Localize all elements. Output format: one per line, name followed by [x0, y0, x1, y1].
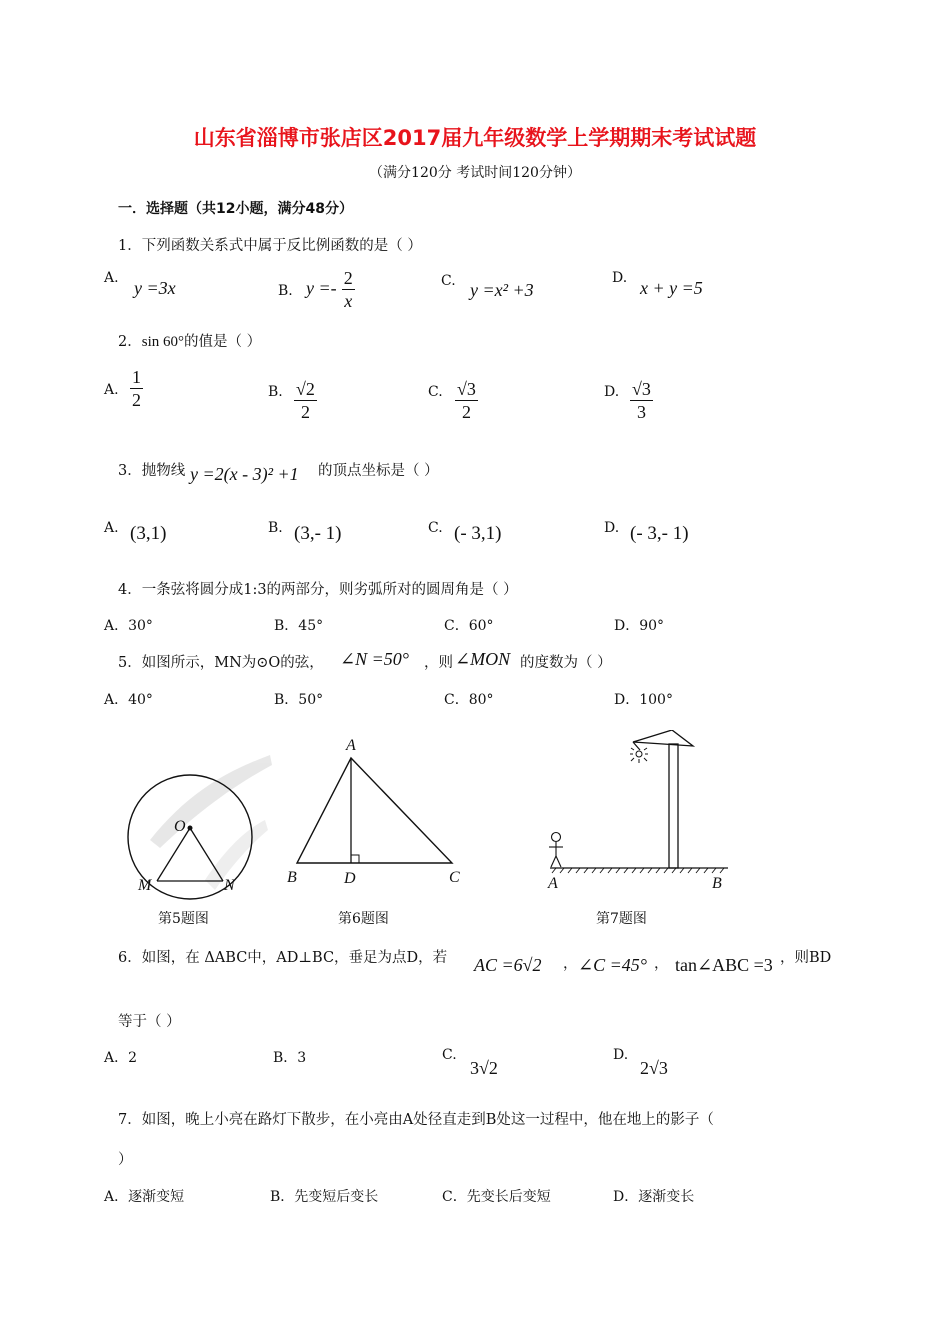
- q1-a-label: A.: [104, 270, 119, 286]
- q6-stem-end: ，则BD: [780, 950, 832, 966]
- q2-c-den: 2: [461, 402, 471, 422]
- section-heading: 一．选择题（共12小题，满分48分）: [118, 201, 353, 217]
- q2-expr: sin 60°: [141, 334, 184, 350]
- figure5-caption: 第5题图: [158, 911, 209, 927]
- q1-d-label: D.: [612, 270, 628, 286]
- q2-c-label: C.: [428, 384, 443, 400]
- q5-stem-end: 的度数为（ ）: [520, 655, 612, 671]
- q7-option-b: B．先变短后变长: [270, 1189, 379, 1205]
- q5-stem-mid: ，则: [424, 655, 453, 671]
- q1-b-fraction: [342, 267, 355, 312]
- center-point: [188, 826, 193, 831]
- person-figure-icon: [549, 833, 563, 868]
- q2-b-den: 2: [300, 402, 310, 422]
- exam-info: （满分120分 考试时间120分钟）: [369, 165, 581, 181]
- figure6-triangle-diagram: [287, 737, 460, 887]
- label-n: N: [224, 877, 235, 894]
- q3-expr: y =2(x - 3)² +1: [190, 464, 299, 484]
- label-a: A: [346, 737, 356, 754]
- q2-a-label: A.: [104, 382, 119, 398]
- label-o: O: [174, 818, 186, 835]
- q2-d-fraction: [630, 378, 653, 423]
- q2-a-fraction: [130, 366, 143, 411]
- q6-cond-c: ∠C =45°: [578, 955, 647, 975]
- q2-b-label: B.: [268, 384, 283, 400]
- q2-d-den: 3: [636, 402, 646, 422]
- q7-option-a: A．逐渐变短: [104, 1189, 185, 1205]
- lamp-bulb-icon: [630, 748, 648, 763]
- q4-option-b: B．45°: [274, 618, 324, 634]
- q4-option-c: C．60°: [444, 618, 494, 634]
- q1-b-label: B.: [278, 283, 293, 299]
- q3-b-label: B.: [268, 520, 283, 536]
- q6-cond-ac: AC =6√2: [474, 955, 542, 975]
- page-title: 山东省淄博市张店区2017届九年级数学上学期期末考试试题: [193, 126, 757, 150]
- q6-c-expr: 3√2: [470, 1058, 498, 1078]
- figure5-circle-diagram: [128, 775, 252, 899]
- q4-option-a: A．30°: [104, 618, 153, 634]
- q6-stem-line2: 等于（ ）: [118, 1014, 181, 1030]
- q5-option-c: C．80°: [444, 692, 494, 708]
- q6-option-a: A．2: [104, 1050, 138, 1066]
- q1-b-den: x: [344, 291, 353, 311]
- figure6-caption: 第6题图: [338, 911, 389, 927]
- q2-a-den: 2: [132, 390, 141, 410]
- q3-d-expr: (- 3,- 1): [630, 523, 689, 544]
- q3-c-label: C.: [428, 520, 443, 536]
- q2-number: 2．: [118, 334, 142, 350]
- q7-option-c: C．先变长后变短: [442, 1189, 551, 1205]
- q5-option-d: D．100°: [614, 692, 673, 708]
- q7-option-d: D．逐渐变长: [613, 1189, 695, 1205]
- q2-a-num: 1: [132, 367, 141, 387]
- figures-panel: [0, 730, 950, 905]
- q2-c-fraction: [455, 378, 478, 423]
- q1-c-expr: y =x² +3: [470, 280, 534, 300]
- q5-option-a: A．40°: [104, 692, 153, 708]
- figure7-streetlamp-diagram: [547, 730, 728, 892]
- q1-c-label: C.: [441, 273, 456, 289]
- q6-stem-start: 6．如图，在 ΔABC中，AD⊥BC，垂足为点D，若: [118, 950, 448, 966]
- q6-option-b: B．3: [273, 1050, 307, 1066]
- label-a: A: [548, 875, 558, 892]
- q6-sep1: ，: [563, 956, 578, 972]
- q1-b-num: 2: [343, 268, 353, 288]
- q1-b-prefix: y =-: [306, 278, 337, 298]
- lamp-pole: [669, 744, 678, 868]
- q2-d-num: √3: [632, 379, 651, 399]
- q2-b-fraction: [294, 378, 317, 423]
- q5-target: ∠MON: [455, 649, 511, 669]
- q2-c-num: √3: [457, 379, 476, 399]
- figure7-caption: 第7题图: [596, 911, 647, 927]
- q2-stem-rest: 的值是（ ）: [184, 334, 262, 350]
- q2-stem: [118, 330, 261, 351]
- q7-stem-line2: ）: [118, 1152, 133, 1168]
- label-m: M: [138, 877, 152, 894]
- label-c: C: [449, 869, 460, 886]
- q4-option-d: D．90°: [614, 618, 665, 634]
- q3-a-label: A.: [104, 520, 119, 536]
- label-d: D: [344, 870, 356, 887]
- q3-d-label: D.: [604, 520, 620, 536]
- watermark-shape: [150, 755, 272, 890]
- q3-stem-start: 3．抛物线: [118, 463, 186, 479]
- q6-d-label: D.: [613, 1047, 629, 1063]
- q6-sep2: ，: [654, 956, 669, 972]
- q7-stem-line1: 7．如图，晚上小亮在路灯下散步，在小亮由A处径直走到B处这一过程中，他在地上的影子（: [118, 1112, 714, 1128]
- q6-d-expr: 2√3: [640, 1058, 668, 1078]
- q1-a-expr: y =3x: [134, 278, 176, 298]
- q3-a-expr: (3,1): [130, 523, 167, 544]
- q4-stem: 4．一条弦将圆分成1:3的两部分，则劣弧所对的圆周角是（ ）: [118, 582, 518, 598]
- q5-option-b: B．50°: [274, 692, 324, 708]
- q3-b-expr: (3,- 1): [294, 523, 342, 544]
- q2-b-num: √2: [296, 379, 315, 399]
- q1-stem: 1．下列函数关系式中属于反比例函数的是（ ）: [118, 238, 422, 254]
- q3-c-expr: (- 3,1): [454, 523, 502, 544]
- q1-d-expr: x + y =5: [640, 278, 703, 298]
- label-b: B: [712, 875, 722, 892]
- q3-stem-end: 的顶点坐标是（ ）: [318, 463, 439, 479]
- label-b: B: [287, 869, 297, 886]
- q6-cond-tan: tan∠ABC =3: [675, 955, 773, 975]
- q6-c-label: C.: [442, 1047, 457, 1063]
- q1-b-option: [306, 267, 355, 312]
- q5-stem-start: 5．如图所示，MN为⊙O的弦，: [118, 655, 324, 671]
- q5-condition: ∠N =50°: [340, 649, 409, 669]
- q2-d-label: D.: [604, 384, 620, 400]
- lamp-head: [633, 730, 693, 746]
